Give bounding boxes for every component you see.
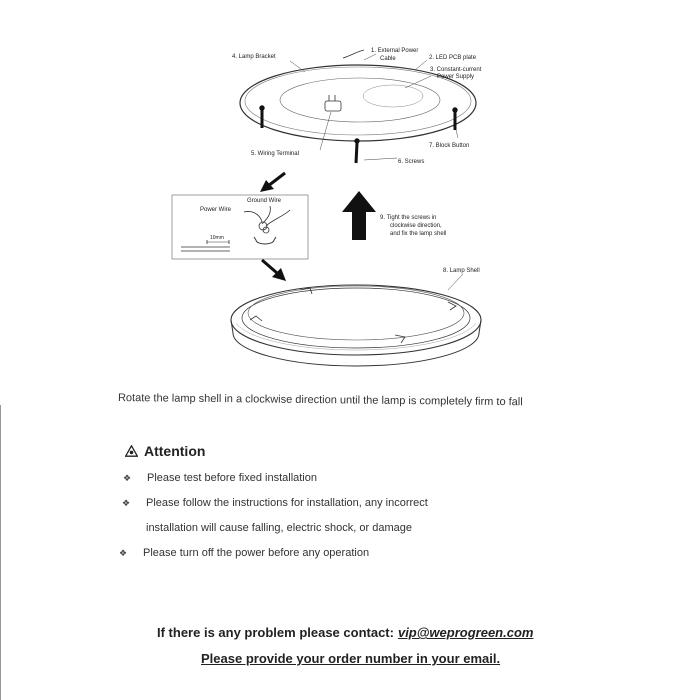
bullet-diamond-icon: ❖ [123,472,132,483]
label-lamp-shell: 8. Lamp Shell [443,268,480,274]
tighten-instruction [380,215,446,237]
warning-triangle-icon [125,445,138,457]
label-wiring-terminal: 5. Wiring Terminal [251,151,299,157]
label-constant-current: 3. Constant-current [430,67,482,73]
label-power-wire: Power Wire [200,207,232,213]
label-external-power-cable: Cable [380,56,396,62]
attention-item-text: Please follow the instructions for installation, any incorrect [146,497,428,509]
contact-email-link[interactable]: vip@weprogreen.com [397,625,534,640]
attention-heading [125,443,205,459]
arrow-down-right-icon [262,260,286,281]
order-number-note: Please provide your order number in your email. [201,651,501,666]
label-block-button: 7. Block Button [429,143,470,149]
lamp-bracket-drawing [240,50,476,141]
attention-item [123,472,317,484]
label-ground-wire: Ground Wire [247,198,282,204]
lamp-shell-drawing [231,285,481,366]
label-lamp-bracket: 4. Lamp Bracket [232,54,276,60]
label-led-pcb-plate: 2. LED PCB plate [429,55,477,61]
leader-lines [290,54,463,290]
attention-item-text: Please turn off the power before any operation [143,547,370,559]
attention-item-text: Please test before fixed installation [147,472,317,484]
rotate-instruction-caption: Rotate the lamp shell in a clockwise direction until the lamp is completely firm to fall [117,392,523,409]
bullet-diamond-icon: ❖ [119,547,128,558]
label-screws: 6. Screws [398,159,425,165]
wiring-inset [172,195,308,259]
contact-text: If there is any problem please contact: [157,625,394,640]
label-tighten-step: 9. Tight the screws in [380,215,437,221]
arrow-up-icon [342,191,376,240]
bullet-diamond-icon: ❖ [122,497,131,508]
label-tighten-fix: and fix the lamp shell [390,231,447,237]
label-strip-length: 10mm [210,235,224,241]
label-tighten-direction: clockwise direction, [390,223,442,229]
attention-title: Attention [144,443,206,459]
attention-item-continuation: installation will cause falling, electric shock, or damage [146,522,412,534]
arrow-down-left-icon [260,173,285,192]
label-external-power: 1. External Power [371,48,419,54]
attention-item [122,497,428,509]
attention-item [119,547,369,559]
contact-line [157,625,533,640]
label-power-supply: Power Supply [437,74,475,80]
scan-edge-line [0,405,1,700]
